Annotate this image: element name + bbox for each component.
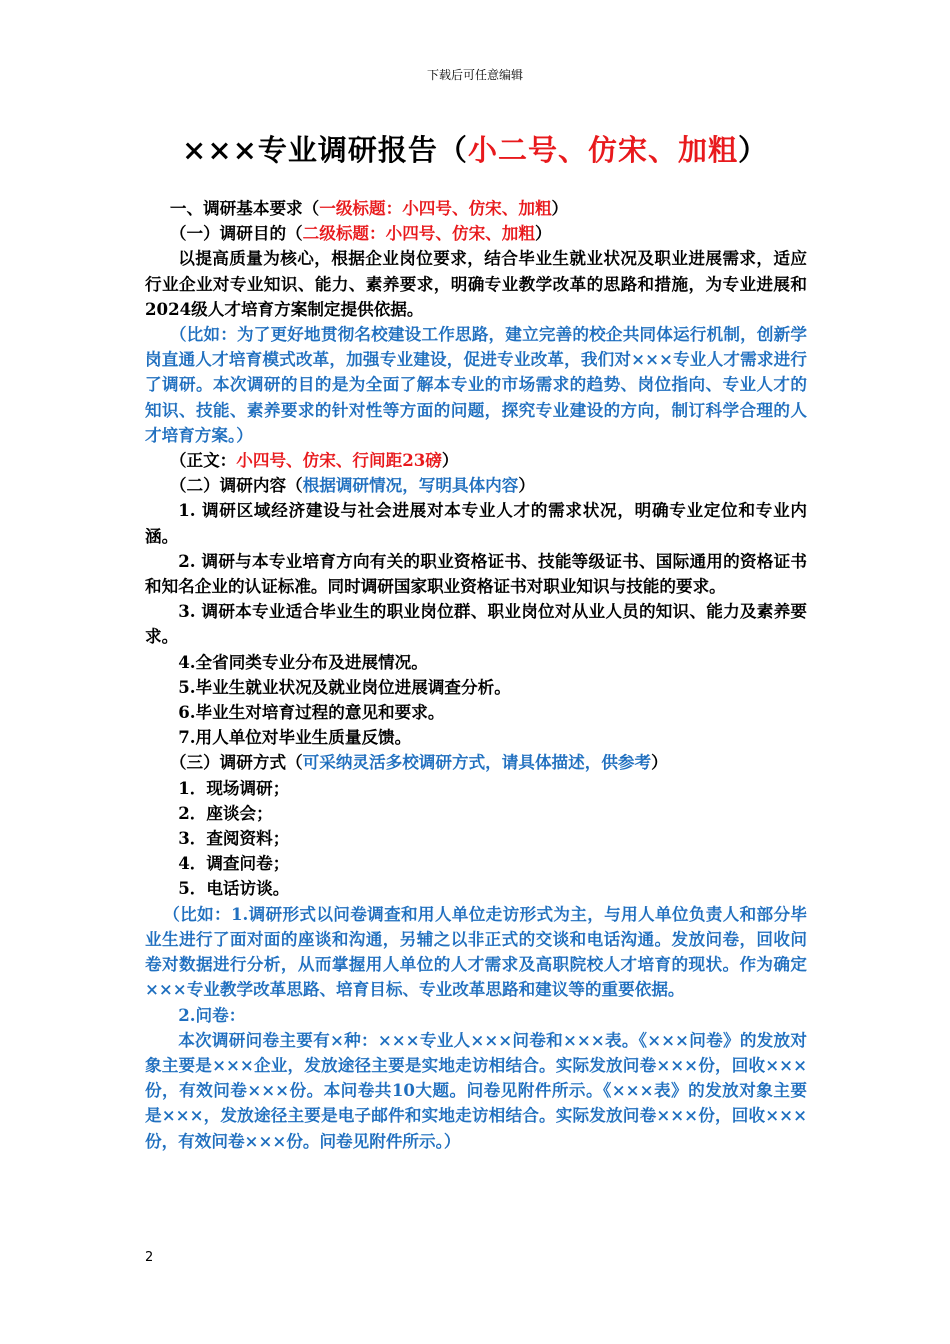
page-number: 2 [145, 1250, 154, 1265]
heading-annotation: 根据调研情况，写明具体内容 [302, 475, 519, 496]
document-title [0, 128, 950, 169]
method-example: （比如：1.调研形式以问卷调查和用人单位走访形式为主，与用人单位负责人和部分毕业生进行了面对面的座谈和沟通，另辅之以非正式的交谈和电话沟通。发放问卷，回收问卷对数据进行分析，从而掌握用人单位的人才需求及高职院校人才培育的现状。作为确定×××专业教学改革思路、培育目标、专业改革思路和建议等的重要依据。 [145, 903, 807, 1000]
purpose-example: （比如：为了更好地贯彻名校建设工作思路，建立完善的校企共同体运行机制，创新学岗直通人才培育模式改革，加强专业建设，促进专业改革，我们对×××专业人才需求进行了调研。本次调研的目的是为全面了解本专业的市场需求的趋势、岗位指向、专业人才的知识、技能、素养要求的针对性等方面的问题，探究专业建设的方向，制订科学合理的人才培育方案。） [145, 324, 807, 445]
method-item: 2．座谈会； [178, 802, 273, 823]
header-note: 下载后可任意编辑 [426, 68, 523, 82]
body-format-note: （正文：小四号、仿宋、行间距23磅） [169, 450, 459, 471]
title-annotation: 小二号、仿宋、加粗 [467, 133, 738, 167]
body-note-annotation: 小四号、仿宋、行间距23磅 [236, 450, 442, 471]
questionnaire-heading: 2.问卷： [178, 1004, 246, 1025]
purpose-paragraph: 以提高质量为核心，根据企业岗位要求，结合毕业生就业状况及职业进展需求，适应行业企业对专业知识、能力、素养要求，明确专业教学改革的思路和措施，为专业进展和2024级人才培育方案制定提供依据。 [145, 248, 807, 319]
subsection-heading-content: （二）调研内容（根据调研情况，写明具体内容） [169, 475, 535, 496]
method-item: 5．电话访谈。 [178, 878, 290, 899]
heading-annotation: 一级标题：小四号、仿宋、加粗 [319, 198, 552, 218]
content-item: 1. 调研区域经济建设与社会进展对本专业人才的需求状况，明确专业定位和专业内涵。 [145, 500, 807, 546]
questionnaire-paragraph: 本次调研问卷主要有×种：×××专业人×××问卷和×××表。《×××问卷》的发放对象主要是×××企业，发放途径主要是实地走访相结合。实际发放问卷×××份，回收×××份，有效问卷×××份。本问卷共10大题。问卷见附件所示。《×××表》的发放对象主要是×××，发放途径主要是电子邮件和实地走访相结合。实际发放问卷×××份，回收×××份，有效问卷×××份。问卷见附件所示。） [145, 1029, 807, 1151]
content-item: 4.全省同类专业分布及进展情况。 [178, 651, 428, 672]
content-item: 2. 调研与本专业培育方向有关的职业资格证书、技能等级证书、国际通用的资格证书和知名企业的认证标准。同时调研国家职业资格证书对职业知识与技能的要求。 [145, 550, 807, 597]
section-heading-1: 一、调研基本要求（一级标题：小四号、仿宋、加粗） [169, 198, 569, 218]
method-item: 1．现场调研； [178, 777, 290, 798]
title-close: ） [737, 133, 768, 167]
method-item: 3．查阅资料； [178, 828, 290, 849]
content-item: 5.毕业生就业状况及就业岗位进展调查分析。 [178, 676, 511, 697]
document-body [145, 196, 807, 1154]
method-item: 4．调查问卷； [178, 853, 290, 874]
content-item: 7.用人单位对毕业生质量反馈。 [178, 727, 412, 748]
title-main: ×××专业调研报告（ [182, 133, 468, 167]
heading-annotation: 二级标题：小四号、仿宋、加粗 [302, 223, 535, 244]
subsection-heading-purpose: （一）调研目的（二级标题：小四号、仿宋、加粗） [169, 223, 552, 244]
content-item: 3. 调研本专业适合毕业生的职业岗位群、职业岗位对从业人员的知识、能力及素养要求。 [145, 601, 807, 647]
heading-annotation: 可采纳灵活多校调研方式，请具体描述，供参考 [302, 752, 652, 773]
content-item: 6.毕业生对培育过程的意见和要求。 [178, 702, 445, 723]
subsection-heading-method: （三）调研方式（可采纳灵活多校调研方式，请具体描述，供参考） [169, 752, 668, 773]
